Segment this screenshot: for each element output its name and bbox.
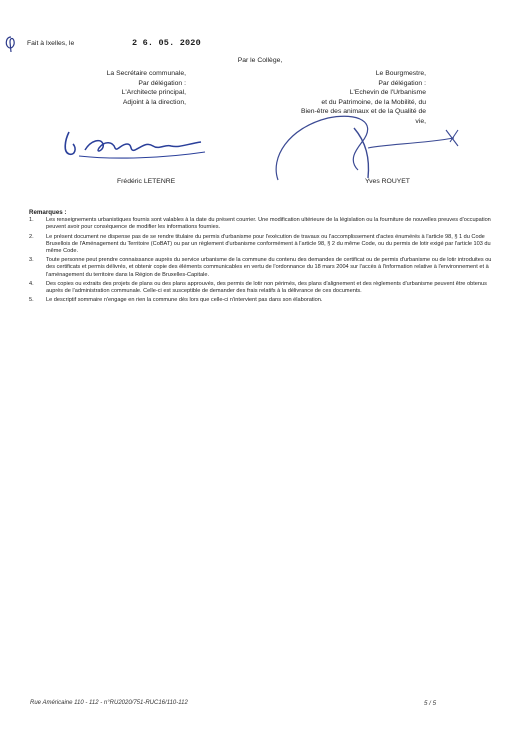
place-date-label: Fait à Ixelles, le (27, 40, 75, 47)
right-signatory-line: et du Patrimoine, de la Mobilité, du (321, 98, 426, 106)
remark-item (29, 217, 499, 231)
date-stamp: 2 6. 05. 2020 (132, 38, 201, 48)
remark-number: 4. (29, 280, 34, 287)
remark-text: Des copies ou extraits des projets de plans ou des plans approuvés, des permis de lotir non périmés, des plans d'alignement et des règlements d'urbanisme peuvent être obtenus auprès de l'administration communale. Celle-ci est susceptible de demander des frais relatifs à la délivrance de ces documents. (46, 280, 487, 295)
left-signatory-block (66, 69, 186, 107)
page-number: 5 / 5 (424, 700, 437, 707)
handwritten-mark (3, 34, 19, 54)
remarks-title: Remarques : (29, 209, 67, 216)
footer-reference: Rue Américaine 110 - 112 - n°RU2020/751-RUC16/110-112 (30, 700, 188, 706)
right-signatory-name: Yves ROUYET (365, 178, 410, 185)
remark-text: Toute personne peut prendre connaissance auprès du service urbanisme de la commune du contenu des demandes de certificat ou de permis d'urbanisme ou de lotir introduites ou des certificats et permis délivrés, et obtenir copie des éléments communicables en vertu de l'ordonnance du 18 mars 2004 sur l'accès à l'information relative à l'environnement et à l'aménagement du territoire dans la Région de Bruxelles-Capitale. (46, 257, 492, 278)
left-signatory-line: La Secrétaire communale, (106, 70, 186, 77)
left-signatory-line: Adjoint à la direction, (122, 98, 186, 106)
right-signature (258, 108, 478, 182)
remark-text: Le présent document ne dispense pas de se rendre titulaire du permis d'urbanisme pour l'exécution de travaux ou l'accomplissement d'actes énumérés à l'article 98, § 1 du Code Bruxellois de l'Aménagement du Territoire (CoBAT) ou par un règlement d'urbanisme conformément à l'article 98, § 2 du même Code, ou du permis de lotir exigé par l'article 103 du même Code. (46, 233, 491, 255)
remark-text: Le descriptif sommaire n'engage en rien la commune dès lors que celle-ci n'intervient pas dans son élaboration. (46, 297, 323, 304)
college-heading: Par le Collège, (237, 57, 283, 64)
right-signatory-line: Bien-être des animaux et de la Qualité de vie, (300, 108, 426, 125)
remark-number: 2. (29, 233, 34, 240)
right-signatory-line: Le Bourgmestre, (375, 70, 426, 77)
remark-number: 1. (29, 217, 34, 224)
remark-number: 3. (29, 257, 34, 264)
remark-item (29, 234, 499, 256)
left-signatory-line: L'Architecte principal, (121, 89, 186, 97)
remark-item (29, 297, 499, 304)
remark-number: 5. (29, 297, 34, 304)
right-signatory-line: Par délégation : (378, 79, 426, 87)
left-signatory-line: Par délégation : (138, 79, 186, 87)
left-signatory-name: Frédéric LETENRE (117, 178, 176, 185)
left-signature (55, 122, 215, 168)
remarks-section (29, 209, 499, 306)
remark-item (29, 281, 499, 295)
remark-item (29, 257, 499, 279)
remark-text: Les renseignements urbanistiques fournis sont valables à la date du présent courrier. Une modification ultérieure de la législation ou la fourniture de nouvelles preuves d'occupation peuvent avoir pour conséquence de modifier les informations fournies. (46, 217, 491, 231)
right-signatory-line: L'Echevin de l'Urbanisme (349, 89, 426, 97)
remarks-list (29, 217, 499, 304)
